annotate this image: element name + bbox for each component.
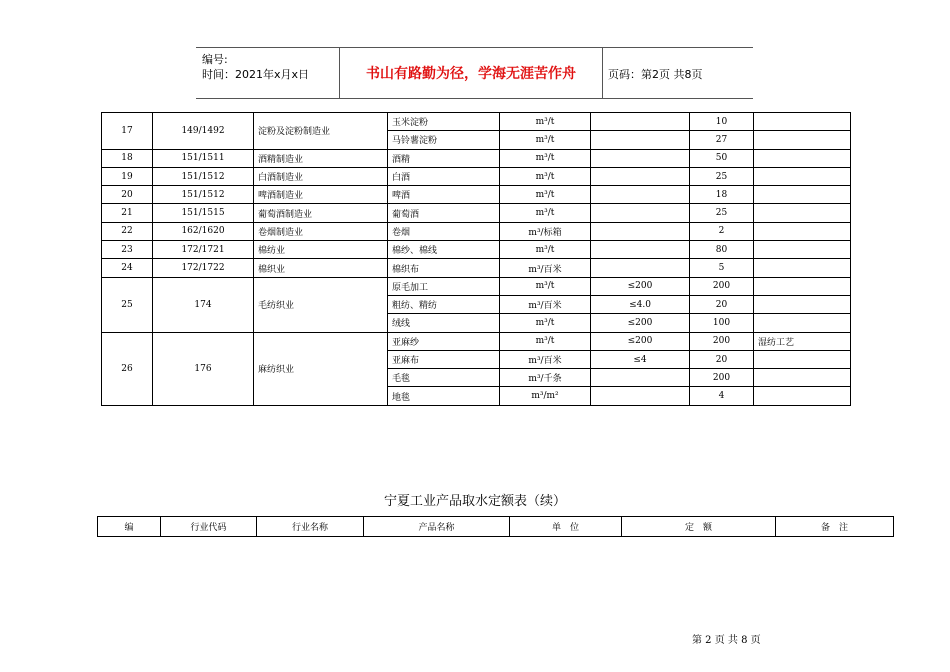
cell-quota: 18: [690, 186, 754, 204]
cell-limit: [591, 113, 690, 131]
cell-note: [754, 259, 851, 277]
continuation-header-row: [98, 517, 894, 537]
cell-unit: m³/百米: [500, 350, 591, 368]
cell-product-name: 绒线: [388, 314, 500, 332]
cell-product-name: 棉纱、棉线: [388, 241, 500, 259]
cell-product-name: 地毯: [388, 387, 500, 405]
cell-note: 湿纺工艺: [754, 332, 851, 350]
cell-limit: [591, 149, 690, 167]
table-row: [102, 204, 851, 222]
continuation-header-table: [97, 516, 894, 537]
cell-no: 23: [102, 241, 153, 259]
cell-note: [754, 387, 851, 405]
cell-unit: m³/t: [500, 314, 591, 332]
cell-unit: m³/t: [500, 277, 591, 295]
cell-no: 18: [102, 149, 153, 167]
cell-product-name: 啤酒: [388, 186, 500, 204]
cell-industry-name: 酒精制造业: [254, 149, 388, 167]
cell-note: [754, 222, 851, 240]
col-header: 编: [98, 517, 161, 537]
cell-unit: m³/百米: [500, 259, 591, 277]
cell-industry-code: 172/1722: [153, 259, 254, 277]
cell-industry-name: 卷烟制造业: [254, 222, 388, 240]
cell-no: 20: [102, 186, 153, 204]
cell-no: 19: [102, 167, 153, 185]
water-quota-table: [101, 112, 851, 406]
cell-unit: m³/t: [500, 113, 591, 131]
cell-limit: ≤200: [591, 314, 690, 332]
table-row: [102, 241, 851, 259]
cell-note: [754, 314, 851, 332]
cell-product-name: 葡萄酒: [388, 204, 500, 222]
cell-note: [754, 186, 851, 204]
cell-quota: 4: [690, 387, 754, 405]
header-left: [202, 52, 309, 82]
cell-unit: m³/百米: [500, 295, 591, 313]
cell-no: 25: [102, 277, 153, 332]
cell-note: [754, 369, 851, 387]
page-header: [196, 47, 753, 99]
cell-quota: 25: [690, 204, 754, 222]
cell-quota: 20: [690, 350, 754, 368]
cell-unit: m³/t: [500, 131, 591, 149]
cell-industry-name: 淀粉及淀粉制造业: [254, 113, 388, 150]
cell-industry-code: 172/1721: [153, 241, 254, 259]
cell-limit: [591, 186, 690, 204]
table-row: [102, 222, 851, 240]
cell-unit: m³/t: [500, 204, 591, 222]
cell-unit: m³/t: [500, 241, 591, 259]
cell-quota: 200: [690, 332, 754, 350]
cell-product-name: 卷烟: [388, 222, 500, 240]
cell-unit: m³/标箱: [500, 222, 591, 240]
cell-unit: m³/千条: [500, 369, 591, 387]
cell-industry-code: 151/1511: [153, 149, 254, 167]
cell-unit: m³/t: [500, 186, 591, 204]
cell-industry-name: 麻纺织业: [254, 332, 388, 405]
motto: 书山有路勤为径，学海无涯苦作舟: [339, 48, 603, 98]
page-footer: 第 2 页 共 8 页: [692, 635, 761, 646]
cell-note: [754, 167, 851, 185]
cell-note: [754, 295, 851, 313]
cell-limit: [591, 167, 690, 185]
cell-industry-name: 白酒制造业: [254, 167, 388, 185]
table-row: [102, 259, 851, 277]
cell-limit: ≤200: [591, 332, 690, 350]
table-row: [102, 277, 851, 295]
col-header: 产品名称: [364, 517, 510, 537]
cell-product-name: 玉米淀粉: [388, 113, 500, 131]
cell-note: [754, 113, 851, 131]
cell-no: 17: [102, 113, 153, 150]
cell-quota: 5: [690, 259, 754, 277]
cell-product-name: 酒精: [388, 149, 500, 167]
cell-limit: [591, 259, 690, 277]
cell-industry-code: 162/1620: [153, 222, 254, 240]
cell-product-name: 白酒: [388, 167, 500, 185]
cell-quota: 27: [690, 131, 754, 149]
cell-note: [754, 204, 851, 222]
table-row: [102, 113, 851, 131]
cell-product-name: 马铃薯淀粉: [388, 131, 500, 149]
cell-limit: [591, 131, 690, 149]
cell-note: [754, 131, 851, 149]
cell-product-name: 亚麻布: [388, 350, 500, 368]
cell-quota: 20: [690, 295, 754, 313]
cell-industry-name: 棉织业: [254, 259, 388, 277]
cell-limit: ≤4.0: [591, 295, 690, 313]
cell-limit: [591, 387, 690, 405]
cell-note: [754, 149, 851, 167]
cell-quota: 200: [690, 277, 754, 295]
cell-quota: 25: [690, 167, 754, 185]
col-header: 备 注: [776, 517, 894, 537]
cell-product-name: 毛毯: [388, 369, 500, 387]
cell-no: 21: [102, 204, 153, 222]
cell-industry-name: 啤酒制造业: [254, 186, 388, 204]
cell-quota: 10: [690, 113, 754, 131]
cell-product-name: 粗纺、精纺: [388, 295, 500, 313]
cell-quota: 200: [690, 369, 754, 387]
col-header: 行业代码: [161, 517, 257, 537]
cell-no: 24: [102, 259, 153, 277]
cell-note: [754, 277, 851, 295]
cell-industry-name: 毛纺织业: [254, 277, 388, 332]
cell-industry-name: 棉纺业: [254, 241, 388, 259]
col-header: 行业名称: [257, 517, 364, 537]
cell-industry-code: 151/1515: [153, 204, 254, 222]
number-label: 编号:: [202, 53, 228, 66]
col-header: 单 位: [510, 517, 622, 537]
cell-unit: m³/t: [500, 332, 591, 350]
cell-industry-code: 176: [153, 332, 254, 405]
cell-quota: 2: [690, 222, 754, 240]
cell-product-name: 亚麻纱: [388, 332, 500, 350]
cell-product-name: 原毛加工: [388, 277, 500, 295]
cell-unit: m³/m²: [500, 387, 591, 405]
cell-unit: m³/t: [500, 149, 591, 167]
cell-limit: [591, 241, 690, 259]
cell-unit: m³/t: [500, 167, 591, 185]
continuation-title: 宁夏工业产品取水定额表（续）: [383, 494, 566, 509]
cell-industry-code: 151/1512: [153, 186, 254, 204]
cell-limit: [591, 204, 690, 222]
cell-quota: 80: [690, 241, 754, 259]
cell-note: [754, 241, 851, 259]
cell-no: 26: [102, 332, 153, 405]
cell-quota: 50: [690, 149, 754, 167]
cell-limit: ≤4: [591, 350, 690, 368]
cell-industry-name: 葡萄酒制造业: [254, 204, 388, 222]
cell-no: 22: [102, 222, 153, 240]
table-row: [102, 149, 851, 167]
cell-industry-code: 151/1512: [153, 167, 254, 185]
col-header: 定 额: [622, 517, 776, 537]
cell-industry-code: 174: [153, 277, 254, 332]
table-row: [102, 332, 851, 350]
time-label: 时间：2021年x月x日: [202, 68, 310, 81]
cell-limit: [591, 222, 690, 240]
cell-quota: 100: [690, 314, 754, 332]
cell-limit: ≤200: [591, 277, 690, 295]
cell-note: [754, 350, 851, 368]
cell-limit: [591, 369, 690, 387]
cell-product-name: 棉织布: [388, 259, 500, 277]
page-info: 页码：第2页 共8页: [608, 68, 703, 81]
cell-industry-code: 149/1492: [153, 113, 254, 150]
table-row: [102, 167, 851, 185]
table-row: [102, 186, 851, 204]
